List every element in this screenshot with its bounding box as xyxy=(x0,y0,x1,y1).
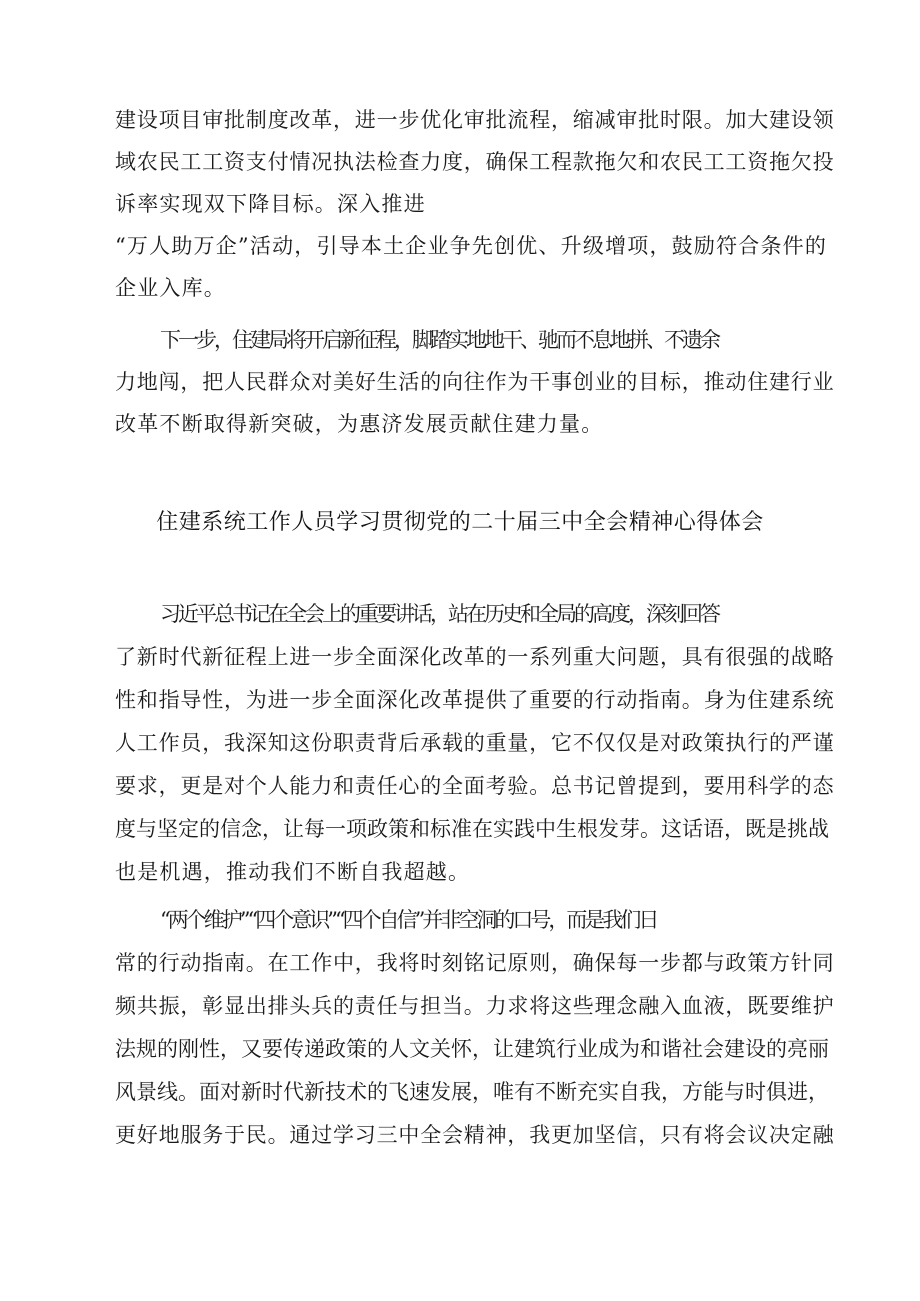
paragraph-line: “两个维护”“四个意识”“四个自信”并非空洞的口号，而是我们日 xyxy=(160,908,657,932)
paragraph-line: 法规的刚性，又要传递政策的人文关怀，让建筑行业成为和谐社会建设的亮丽 xyxy=(115,1037,829,1061)
paragraph-line: “万人助万企”活动，引导本土企业争先创优、升级增项，鼓励符合条件的 xyxy=(115,234,828,258)
paragraph-line: 常的行动指南。在工作中，我将时刻铭记原则，确保每一步都与政策方针同 xyxy=(115,951,835,975)
paragraph-line: 域农民工工资支付情况执法检查力度，确保工程款拖欠和农民工工资拖欠投 xyxy=(115,150,835,174)
paragraph-line: 度与坚定的信念，让每一项政策和标准在实践中生根发芽。这话语，既是挑战 xyxy=(115,817,829,841)
paragraph-line: 习近平总书记在全会上的重要讲话，站在历史和全局的高度，深刻回答 xyxy=(160,602,718,626)
paragraph-line: 更好地服务于民。通过学习三中全会精神，我更加坚信，只有将会议决定融 xyxy=(115,1123,835,1147)
paragraph-line: 也是机遇，推动我们不断自我超越。 xyxy=(115,860,471,884)
paragraph-line: 改革不断取得新突破，为惠济发展贡献住建力量。 xyxy=(115,412,604,436)
paragraph-line: 人工作员，我深知这份职责背后承载的重量，它不仅仅是对政策执行的严谨 xyxy=(115,731,835,755)
paragraph-line: 了新时代新征程上进一步全面深化改革的一系列重大问题，具有很强的战略 xyxy=(115,645,835,669)
paragraph-line: 性和指导性，为进一步全面深化改革提供了重要的行动指南。身为住建系统 xyxy=(115,688,835,712)
paragraph-line: 下一步，住建局将开启新征程，脚踏实地地干、驰而不息地拼、不遗余 xyxy=(160,328,718,352)
paragraph-line: 建设项目审批制度改革，进一步优化审批流程，缩减审批时限。加大建设领 xyxy=(115,108,835,132)
paragraph-line: 要求，更是对个人能力和责任心的全面考验。总书记曾提到，要用科学的态 xyxy=(115,774,835,798)
paragraph-line: 风景线。面对新时代新技术的飞速发展，唯有不断充实自我，方能与时俱进， xyxy=(115,1080,829,1104)
paragraph-line: 企业入库。 xyxy=(115,276,226,300)
paragraph-line: 力地闯，把人民群众对美好生活的向往作为干事创业的目标，推动住建行业 xyxy=(115,370,835,394)
paragraph-line: 诉率实现双下降目标。深入推进 xyxy=(115,192,426,216)
article-title: 住建系统工作人员学习贯彻党的二十届三中全会精神心得体会 xyxy=(156,510,764,535)
paragraph-line: 频共振，彰显出排头兵的责任与担当。力求将这些理念融入血液，既要维护 xyxy=(115,994,835,1018)
